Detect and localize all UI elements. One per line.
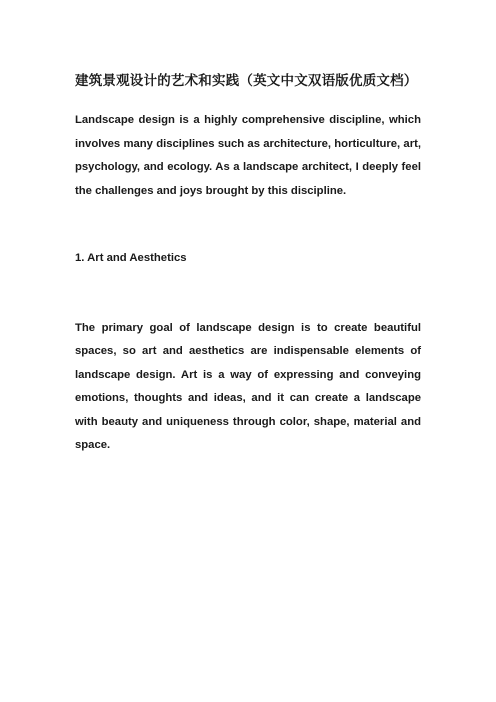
document-title: 建筑景观设计的艺术和实践（英文中文双语版优质文档） xyxy=(75,73,418,88)
intro-paragraph: Landscape design is a highly comprehensive discipline, which involves many disciplines such as architecture, horticulture, art, psychology, and ecology. As a landscape architect, I deeply feel the challenges and joys brought by this discipline. xyxy=(75,114,421,197)
section-paragraph: The primary goal of landscape design is to create beautiful spaces, so art and aesthetics are indispensable elements of landscape design. Art is a way of expressing and conveying emotions, thoughts and ideas, and it can create a landscape with beauty and uniqueness through color, shape, material and space. xyxy=(75,321,421,451)
section-heading: 1. Art and Aesthetics xyxy=(75,252,187,264)
document-content xyxy=(75,68,421,458)
